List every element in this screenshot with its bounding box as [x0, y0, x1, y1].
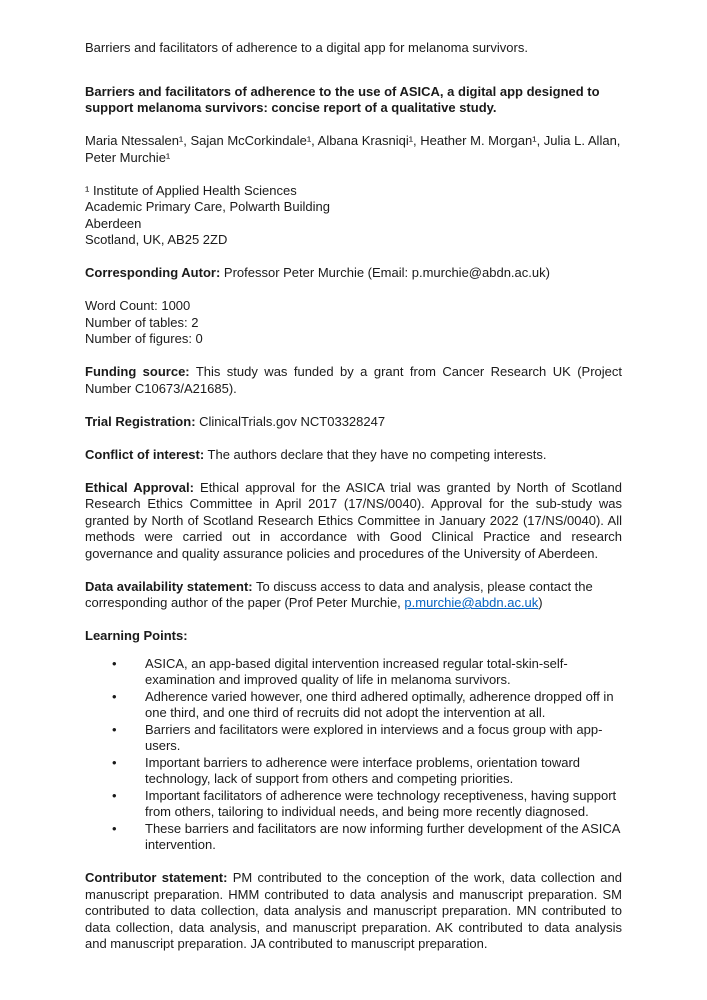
learning-points-heading	[85, 628, 622, 645]
conflict-label: Conflict of interest:	[85, 446, 205, 462]
paper-title: Barriers and facilitators of adherence to the use of ASICA, a digital app designed to support melanoma survivors: concise report of a qualitative study.	[85, 83, 600, 115]
affiliation-line: ¹ Institute of Applied Health Sciences	[85, 182, 297, 198]
funding-paragraph	[85, 364, 622, 397]
author-list: Maria Ntessalen¹, Sajan McCorkindale¹, Albana Krasniqi¹, Heather M. Morgan¹, Julia L. Allan, Peter Murchie¹	[85, 133, 621, 165]
corresponding-email-link[interactable]: p.murchie@abdn.ac.uk	[404, 595, 539, 610]
word-count: Word Count: 1000	[85, 298, 191, 313]
learning-point-text: These barriers and facilitators are now informing further development of the ASICA intervention.	[145, 820, 620, 852]
trial-registration-paragraph	[85, 414, 622, 431]
learning-point-text: Important barriers to adherence were interface problems, orientation toward technology, lack of support from others and competing priorities.	[145, 754, 580, 786]
learning-point-item	[112, 689, 622, 722]
data-availability-paragraph	[85, 579, 622, 612]
corresponding-author-paragraph	[85, 265, 622, 282]
learning-point-item	[112, 755, 622, 788]
running-head: Barriers and facilitators of adherence to a digital app for melanoma survivors.	[85, 40, 528, 55]
ethics-text: Ethical approval for the ASICA trial was granted by North of Scotland Research Ethics Committee in April 2017 (17/NS/0040). Approval for the sub-study was granted by North of Scotland Research Ethics Committee in January 2022 (17/NS/0040). All methods were carried out in accordance with Good Clinical Practice and research governance and quality assurance policies and procedures of the University of Aberdeen.	[85, 479, 622, 561]
data-availability-text-after: )	[538, 595, 543, 610]
learning-point-item	[112, 722, 622, 755]
trial-registration-text: ClinicalTrials.gov NCT03328247	[195, 413, 386, 429]
learning-point-text: ASICA, an app-based digital intervention increased regular total-skin-self-examination and improved quality of life in melanoma survivors.	[145, 655, 568, 687]
figure-count: Number of figures: 0	[85, 331, 203, 346]
learning-points-list	[112, 656, 622, 854]
trial-registration-label: Trial Registration:	[85, 413, 196, 429]
data-availability-text-before: To discuss access to data and analysis, please contact the corresponding author of the paper (Prof Peter Murchie,	[85, 578, 593, 610]
affiliation-line: Scotland, UK, AB25 2ZD	[85, 232, 228, 247]
corresponding-author-text: Professor Peter Murchie (Email: p.murchie@abdn.ac.uk)	[220, 265, 550, 280]
table-count: Number of tables: 2	[85, 314, 199, 330]
ethics-label: Ethical Approval:	[85, 479, 194, 495]
contributor-label: Contributor statement:	[85, 870, 228, 885]
affiliation-line: Aberdeen	[85, 215, 142, 231]
data-availability-label: Data availability statement:	[85, 578, 253, 594]
learning-point-text: Important facilitators of adherence were technology receptiveness, having support from others, tailoring to individual needs, and being more recently diagnosed.	[145, 787, 617, 819]
learning-point-text: Barriers and facilitators were explored in interviews and a focus group with app-users.	[145, 721, 603, 753]
funding-label: Funding source:	[85, 364, 190, 379]
learning-points-label: Learning Points:	[85, 628, 188, 643]
conflict-text: The authors declare that they have no competing interests.	[204, 446, 547, 462]
corresponding-author-label: Corresponding Autor:	[85, 265, 221, 280]
learning-point-text: Adherence varied however, one third adhered optimally, adherence dropped off in one third, and one third of recruits did not adopt the intervention at all.	[145, 688, 614, 720]
contributor-text: PM contributed to the conception of the work, data collection and manuscript preparation. HMM contributed to data analysis and manuscript preparation. SM contributed to data collection, data analysis and manuscript preparation. MN contributed to data collection, data analysis, and manuscript preparation. AK contributed to data analysis and manuscript preparation. JA contributed to manuscript preparation.	[85, 870, 622, 951]
funding-text: This study was funded by a grant from Cancer Research UK (Project Number C10673/A21685).	[85, 364, 622, 396]
contributor-paragraph	[85, 870, 622, 953]
bullet-icon: •	[112, 787, 117, 803]
bullet-icon: •	[112, 721, 117, 737]
learning-point-item	[112, 656, 622, 689]
learning-point-item	[112, 821, 622, 854]
bullet-icon: •	[112, 688, 117, 704]
conflict-paragraph	[85, 447, 622, 464]
bullet-icon: •	[112, 820, 117, 836]
bullet-icon: •	[112, 655, 117, 671]
learning-point-item	[112, 788, 622, 821]
bullet-icon: •	[112, 754, 117, 770]
ethics-paragraph	[85, 480, 622, 563]
affiliation-line: Academic Primary Care, Polwarth Building	[85, 199, 330, 214]
